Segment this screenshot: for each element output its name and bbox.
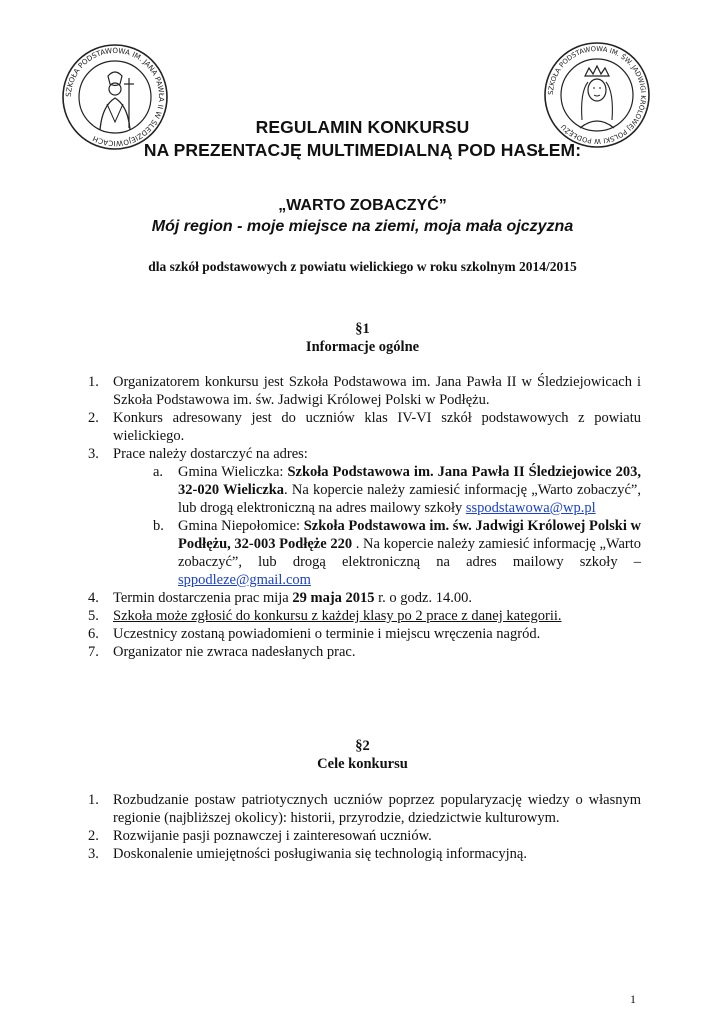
list-marker: 2. [88,410,99,426]
list-marker: 3. [88,446,99,462]
item-text: Rozbudzanie postaw patriotycznych uczniów poprzez popularyzację wiedzy o własnym regionie (najbliższej okolicy): historii, przyrodzie, dziedzictwie kulturowym. [113,792,641,826]
list-marker: 1. [88,792,99,808]
item-text: Rozwijanie pasji poznawczej i zainteresowań uczniów. [113,828,432,844]
list-marker: 7. [88,644,99,660]
address-niepolomice [153,517,641,589]
address-wieliczka [153,463,641,517]
section2-item-1 [88,791,641,827]
address-sublist [113,463,641,589]
deadline-date: 29 maja 2015 [292,590,375,606]
address-prefix: Gmina Wieliczka: [178,464,288,480]
address-rest: . Na kopercie należy zamiesić informację „Warto zobaczyć”, lub drogą elektroniczną na adres mailowy szkoły – [178,536,641,570]
deadline-rest: r. o godz. 14.00. [374,590,472,606]
document-title-line2: NA PREZENTACJĘ MULTIMEDIALNĄ POD HASŁEM: [143,140,582,160]
item-text: Prace należy dostarczyć na adres: [113,446,308,462]
email-link-sppodleze[interactable]: sppodleze@gmail.com [178,572,311,588]
section2-title: Cele konkursu [317,756,408,772]
address-bold: Szkoła Podstawowa im. Jana Pawła II Śledziejowice 203, 32-020 Wieliczka [178,464,641,498]
email-link-sspodstawowa[interactable]: sspodstawowa@wp.pl [465,500,596,516]
item-text: Doskonalenie umiejętności posługiwania się technologią informacyjną. [113,846,527,862]
item-text: Szkoła może zgłosić do konkursu z każdej klasy po 2 prace z danej kategorii. [113,608,562,624]
list-marker: 2. [88,828,99,844]
seal-right-text: SZKOŁA PODSTAWOWA IM. ŚW. JADWIGI KRÓLOWEJ POLSKI W PODŁĘŻU [546,44,648,146]
section2-list [88,791,641,863]
list-marker: 1. [88,374,99,390]
contest-subtitle: Mój region - moje miejsce na ziemi, moja mała ojczyzna [151,218,574,235]
section1-item-2 [88,409,641,445]
section1-number: §1 [355,321,370,337]
list-marker: 6. [88,626,99,642]
section1-item-3 [88,445,641,589]
section1-item-1 [88,373,641,409]
section1-item-4 [88,589,641,607]
address-bold: Szkoła Podstawowa im. św. Jadwigi Królowej Polski w Podłężu, 32-003 Podłęże 220 [178,518,641,552]
list-marker: 4. [88,590,99,606]
address-prefix: Gmina Niepołomice: [178,518,304,534]
address-rest: . Na kopercie należy zamiesić informację „Warto zobaczyć”, lub drogą elektroniczną na adres mailowy szkoły [178,482,641,516]
section2-item-3 [88,845,641,863]
document-title-line1: REGULAMIN KONKURSU [255,117,470,137]
section1-item-6 [88,625,641,643]
deadline-prefix: Termin dostarczenia prac mija [113,590,293,606]
seal-left-text: SZKOŁA PODSTAWOWA IM. JANA PAWŁA II W ŚLEDZIEJOWICACH [63,45,167,149]
contest-slogan: „WARTO ZOBACZYĆ” [278,197,447,214]
item-text: Organizator nie zwraca nadesłanych prac. [113,644,356,660]
section1-list [88,373,641,661]
section1-item-7 [88,643,641,661]
section2-number: §2 [355,738,370,754]
section2-item-2 [88,827,641,845]
target-audience: dla szkół podstawowych z powiatu wielickiego w roku szkolnym 2014/2015 [148,259,577,274]
section1-item-5 [88,607,641,625]
section1-title: Informacje ogólne [305,339,420,355]
list-marker: 3. [88,846,99,862]
item-text: Organizatorem konkursu jest Szkoła Podstawowa im. Jana Pawła II w Śledziejowicach i Szkoła Podstawowa im. św. Jadwigi Królowej Polski w Podłężu. [113,374,641,408]
item-text: Uczestnicy zostaną powiadomieni o terminie i miejscu wręczenia nagród. [113,626,541,642]
sublist-marker: a. [153,464,164,480]
page-number: 1 [630,992,636,1006]
item-text: Konkurs adresowany jest do uczniów klas IV-VI szkół podstawowych z powiatu wielickiego. [113,410,641,444]
list-marker: 5. [88,608,99,624]
sublist-marker: b. [153,518,164,534]
